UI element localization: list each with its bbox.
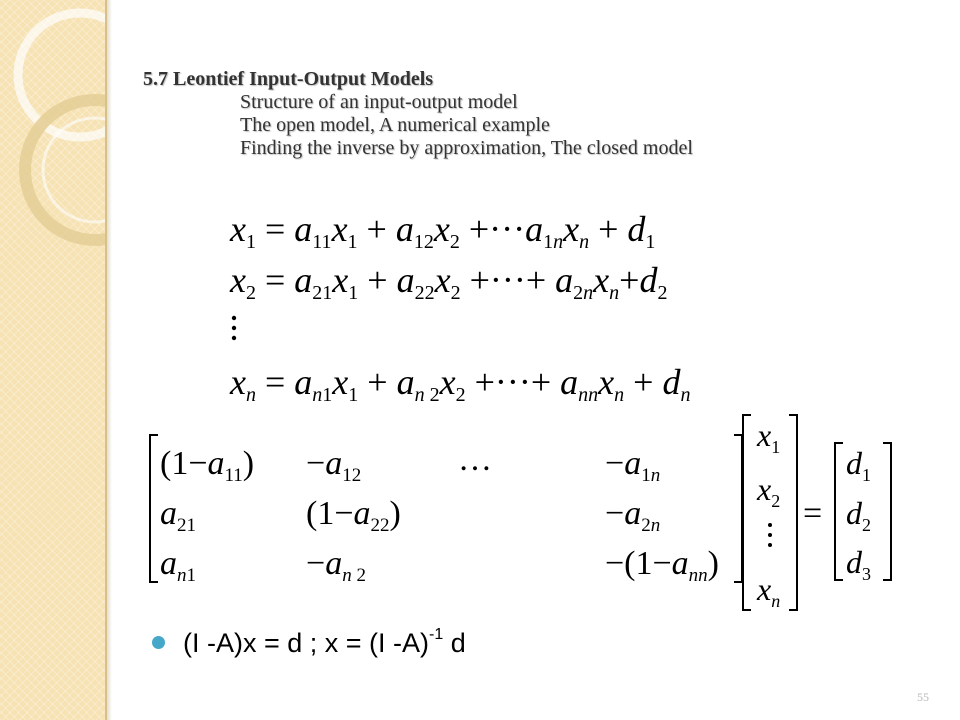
matrix-right-bracket — [734, 435, 742, 582]
page-number: 55 — [917, 690, 929, 704]
bullet-text-main: (I -A)x = d ; x = (I -A) — [183, 628, 430, 658]
bullet-text-end: d — [443, 628, 466, 658]
equals-sign: = — [803, 495, 823, 532]
matrix-row-1: $(1-a_{11})$ $-a_{12}$ … $-a_1n$ — [160, 441, 661, 486]
vertical-ellipsis — [232, 316, 236, 340]
equation-row-1: x1 = a11x1 + a12x2 +···a1nxn + d1 — [230, 209, 656, 253]
matrix-row-n: $a_n1$ $-a_n$ 2 $-(1-a_{nn})$ — [160, 545, 719, 586]
subtitle-line-1: Structure of an input-output model — [240, 91, 518, 113]
equation-system — [229, 209, 690, 406]
x-vector-ellipsis — [768, 523, 772, 547]
x-vector — [743, 415, 797, 611]
bullet-text — [183, 628, 466, 659]
x-vector-left-bracket — [743, 415, 751, 610]
d-vector-right-bracket — [883, 443, 891, 580]
d-vector-left-bracket — [835, 443, 843, 580]
x-vector-right-bracket — [789, 415, 797, 610]
matrix-left-bracket — [150, 435, 158, 582]
equation-row-2: x2 = a21x1 + a22x2 +···+ a2nxn+d2 — [230, 260, 668, 304]
title-main: 5.7 Leontief Input-Output Models — [143, 68, 434, 90]
bullet-dot-icon — [152, 636, 165, 649]
bullet-superscript: -1 — [429, 626, 444, 643]
subtitle-line-2: The open model, A numerical example — [240, 114, 550, 136]
subtitle-line-3: Finding the inverse by approximation, The closed model — [240, 137, 693, 159]
x-vector-entries: $x_1$ $x_2$ $x_n$ — [757, 417, 781, 611]
d-vector-entries: $d_1$ $d_2$ $d_3$ — [846, 445, 871, 584]
d-vector — [835, 443, 891, 584]
matrix-row-2: $a_{21}$ $(1-a_{22})$ $-a_2n$ — [160, 495, 661, 536]
equation-row-n: xn = an1x1 + an 2x2 +···+ annxn + dn — [230, 362, 691, 406]
bullet-item — [152, 628, 466, 659]
coefficient-matrix — [150, 435, 742, 589]
